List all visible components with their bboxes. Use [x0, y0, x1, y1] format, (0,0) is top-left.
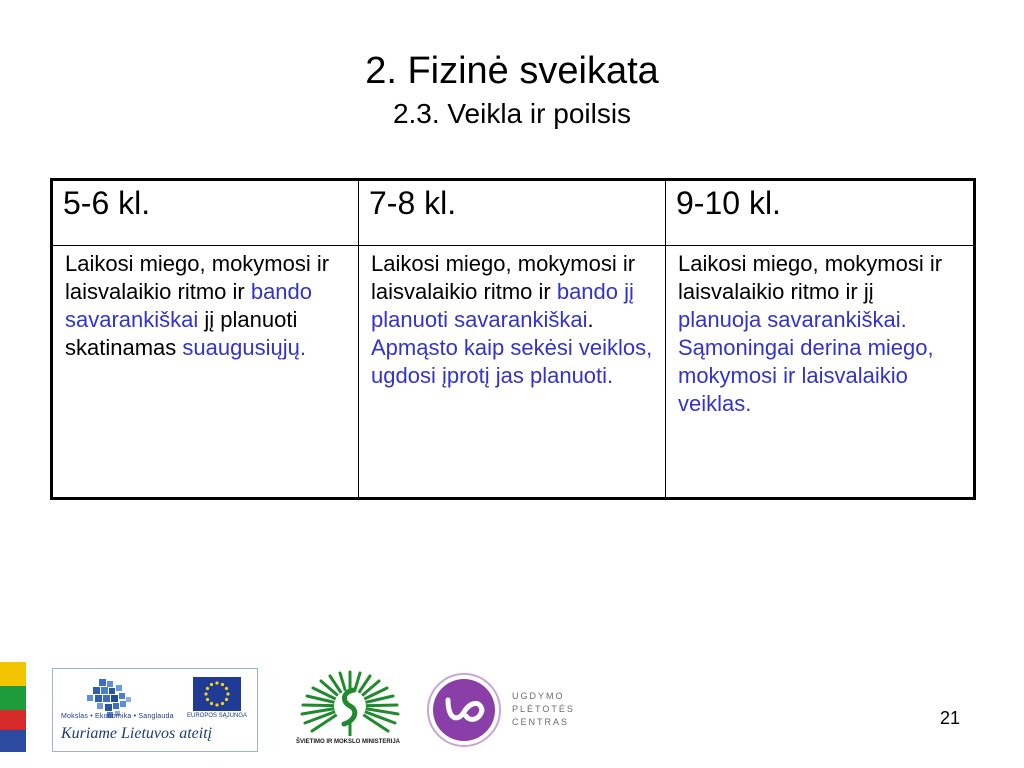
cell-grade-7-8 — [359, 246, 666, 499]
cell-text-highlight: planuoja savarankiškai. Sąmoningai derina miego, mokymosi ir laisvalaikio veiklas. — [678, 307, 934, 416]
eu-flag-icon — [193, 677, 241, 711]
esf-logo — [52, 668, 258, 752]
cell-text-highlight: suaugusiųjų. — [182, 335, 306, 360]
cell-grade-5-6 — [52, 246, 359, 499]
header-grade-9-10: 9-10 kl. — [666, 180, 975, 246]
ministry-emblem-icon — [294, 668, 406, 750]
eu-label: EUROPOS SĄJUNGA — [187, 713, 248, 719]
esf-motto: Mokslas • Ekonomika • Sanglauda — [61, 713, 174, 720]
header-grade-5-6: 5-6 kl. — [52, 180, 359, 246]
cell-text-highlight: bando jį planuoti savarankiškai — [371, 279, 634, 332]
esf-slogan: Kuriame Lietuvos ateitį — [61, 725, 213, 742]
cell-grade-9-10 — [666, 246, 975, 499]
upc-name-line: PLĖTOTĖS — [512, 704, 575, 714]
color-strip-red — [0, 710, 26, 730]
cell-text-highlight: Apmąsto kaip sekėsi veiklos, ugdosi įprotį jas planuoti. — [371, 335, 653, 388]
cell-text-segment: Laikosi miego, mokymosi ir laisvalaikio ritmo ir — [65, 251, 330, 304]
slide-title: 2. Fizinė sveikata — [365, 50, 659, 92]
upc-name-line: CENTRAS — [512, 717, 570, 727]
upc-name-line: UGDYMO — [512, 691, 565, 701]
cell-text-segment: . — [587, 307, 594, 332]
cell-text-segment: Laikosi miego, mokymosi ir laisvalaikio ritmo ir jį — [678, 251, 943, 304]
header-grade-7-8: 7-8 kl. — [359, 180, 666, 246]
cell-text-segment: jį planuoti skatinamas — [65, 307, 298, 360]
upc-name — [512, 690, 575, 729]
slide-subtitle: 2.3. Veikla ir poilsis — [392, 98, 632, 129]
ministry-label: ŠVIETIMO IR MOKSLO MINISTERIJA — [295, 739, 400, 745]
color-strip-blue — [0, 730, 26, 752]
upc-logo-icon — [424, 672, 506, 748]
cell-text-segment: Laikosi miego, mokymosi ir laisvalaikio ritmo ir — [371, 251, 636, 304]
color-strip-green — [0, 686, 26, 710]
table-row — [52, 246, 975, 499]
color-strip-yellow — [0, 662, 26, 686]
grade-activity-table — [50, 178, 976, 500]
cell-text-highlight: bando savarankiškai — [65, 279, 313, 332]
table-header-row — [52, 180, 975, 246]
page-number: 21 — [939, 708, 961, 728]
